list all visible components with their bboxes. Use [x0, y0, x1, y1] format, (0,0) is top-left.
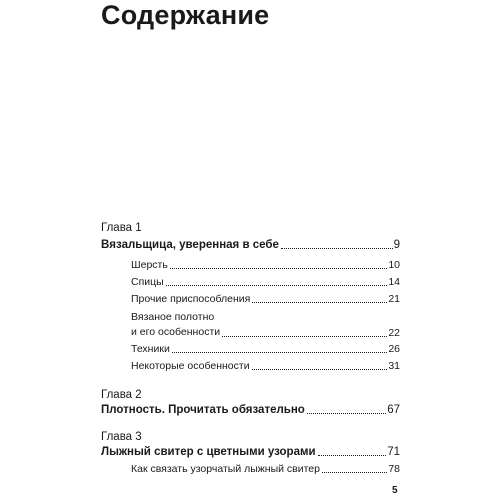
toc-entry-title: Некоторые особенности: [131, 360, 250, 372]
toc-entry-section[interactable]: [101, 310, 400, 340]
page-number: 5: [392, 485, 398, 496]
dot-leader: [322, 471, 387, 473]
dot-leader: [222, 335, 387, 337]
dot-leader: [281, 247, 393, 249]
toc-page-number: 67: [387, 404, 400, 416]
toc-entry-title: Спицы: [131, 276, 164, 288]
chapter-label: Глава 1: [101, 222, 142, 234]
toc-entry-title-line: Вязаное полотно: [131, 311, 215, 323]
dot-leader: [252, 368, 388, 370]
dot-leader: [252, 301, 387, 303]
toc-page-number: 9: [393, 239, 400, 251]
toc-page-number: 78: [388, 463, 400, 475]
toc-page-number: 71: [387, 446, 400, 458]
toc-entry-section[interactable]: [101, 359, 400, 373]
toc-page-number: 14: [388, 276, 400, 288]
toc-entry-title: Плотность. Прочитать обязательно: [101, 404, 305, 416]
toc-entry-chapter[interactable]: [101, 445, 400, 459]
dot-leader: [170, 267, 387, 269]
toc-entry-chapter[interactable]: [101, 238, 400, 252]
toc-page-number: 21: [388, 293, 400, 305]
toc-entry-title: [131, 310, 220, 340]
toc-page-number: 22: [388, 327, 400, 339]
toc-entry-section[interactable]: [101, 342, 400, 356]
toc-entry-title: Техники: [131, 343, 170, 355]
chapter-label: Глава 2: [101, 389, 142, 401]
dot-leader: [318, 454, 387, 456]
toc-entry-chapter[interactable]: [101, 403, 400, 417]
toc-entry-title: Прочие приспособления: [131, 293, 251, 305]
dot-leader: [307, 412, 386, 414]
toc-entry-title: Шерсть: [131, 259, 168, 271]
chapter-label: Глава 3: [101, 431, 142, 443]
toc-entry-section[interactable]: [101, 258, 400, 272]
dot-leader: [166, 284, 388, 286]
toc-entry-title: Как связать узорчатый лыжный свитер: [131, 463, 320, 475]
toc-entry-title-line: и его особенности: [131, 326, 221, 338]
toc-page-number: 31: [388, 360, 400, 372]
page-title: Содержание: [101, 0, 270, 30]
toc-entry-section[interactable]: [101, 275, 400, 289]
toc-entry-title: Вязальщица, уверенная в себе: [101, 239, 279, 251]
toc-entry-title: Лыжный свитер с цветными узорами: [101, 446, 316, 458]
toc-page-number: 26: [388, 343, 400, 355]
toc-entry-section[interactable]: [101, 292, 400, 306]
toc-page-number: 10: [388, 259, 400, 271]
dot-leader: [172, 351, 388, 353]
toc-entry-section[interactable]: [101, 462, 400, 476]
